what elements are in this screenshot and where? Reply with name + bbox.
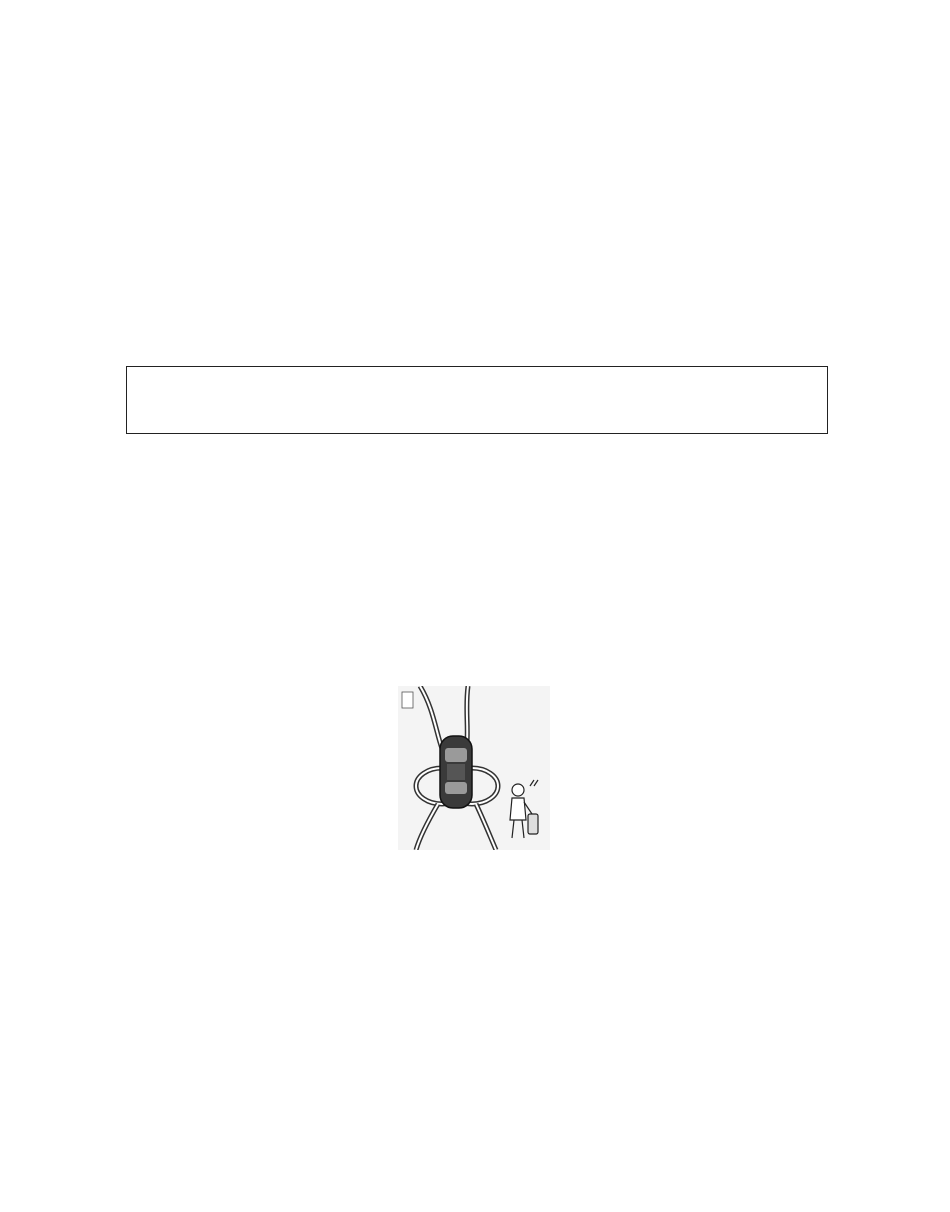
cartoon-illustration: [398, 686, 550, 850]
quote-box: [126, 366, 828, 434]
cartoon-drawing: [398, 686, 550, 850]
